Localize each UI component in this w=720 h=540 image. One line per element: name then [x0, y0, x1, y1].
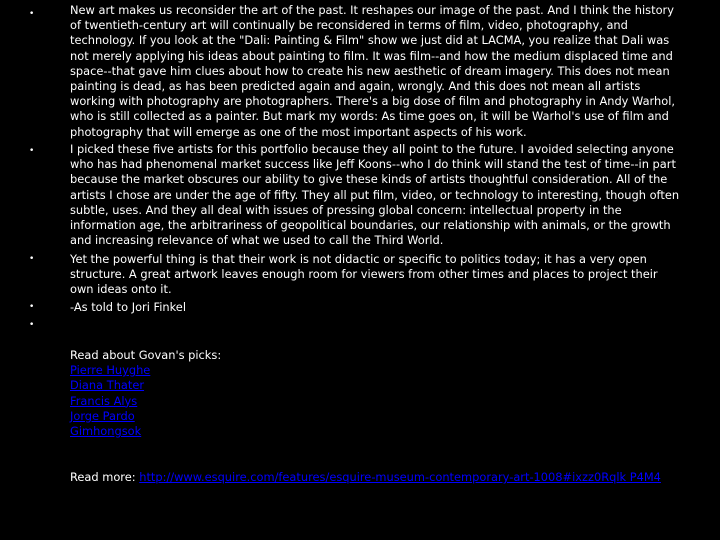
pick-link-gimhongsok[interactable]: Gimhongsok — [70, 424, 142, 439]
paragraph-history-of-art: New art makes us reconsider the art of the past. It reshapes our image of the past. And I think the history of twentieth-century art will continually be reconsidered in terms of film, video, photography, and technology. If you look at the "Dali: Painting & Film" show we just did at LACMA, you realize that Dali was not merely applying his ideas about painting to film. It was film--and how the medium displaced time and space--that gave him clues about how to create his new aesthetic of dream imagery. This does not mean painting is dead, as has been predicted again and again, wrongly. And this does not mean all artists working with photography are photographers. There's a big dose of film and photography in Andy Warhol, who is still collected as a painter. But mark my words: As time goes on, it will be Warhol's use of film and photography that will emerge as one of the most important aspects of his work. — [70, 3, 676, 139]
bullet-icon: • — [29, 9, 35, 19]
read-more-link[interactable]: http://www.esquire.com/features/esquire-museum-contemporary-art-1008#ixzz0Rqlk P4M4 — [139, 470, 661, 484]
pick-link-pierre-huyghe[interactable]: Pierre Huyghe — [70, 363, 151, 378]
pick-link-jorge-pardo[interactable]: Jorge Pardo — [70, 408, 135, 423]
pick-link-francis-alys[interactable]: Francis Alys — [70, 393, 138, 408]
bullet-icon: • — [29, 302, 35, 312]
paragraph-artist-selection: I picked these five artists for this portfolio because they all point to the future. I avoided selecting anyone who has had phenomenal market success like Jeff Koons--who I do think will stand the test of time--in part because the market obscures our ability to give these kinds of artists thoughtful consideration. All of the artists I chose are under the age of fifty. They all put film, video, or technology to interesting, though often subtle, uses. And they all deal with issues of pressing global concern: intellectual property in the information age, the arbitrariness of geopolitical boundaries, our relationship with animals, or the growth and increasing relevance of what we used to call the Third World. — [70, 142, 680, 248]
read-more-line — [70, 470, 710, 485]
pick-link-diana-thater[interactable]: Diana Thater — [70, 378, 145, 393]
bullet-icon: • — [29, 254, 35, 264]
read-more-label: Read more: — [70, 470, 140, 484]
picks-section — [70, 348, 680, 439]
bullet-icon: • — [29, 320, 35, 330]
picks-heading: Read about Govan's picks: — [70, 348, 222, 362]
bullet-icon: • — [29, 146, 35, 156]
paragraph-open-structure: Yet the powerful thing is that their work is not didactic or specific to politics today; it has a very open structure. A great artwork leaves enough room for viewers from other times and places to project their own ideas onto it. — [70, 252, 658, 297]
attribution: -As told to Jori Finkel — [70, 300, 186, 314]
